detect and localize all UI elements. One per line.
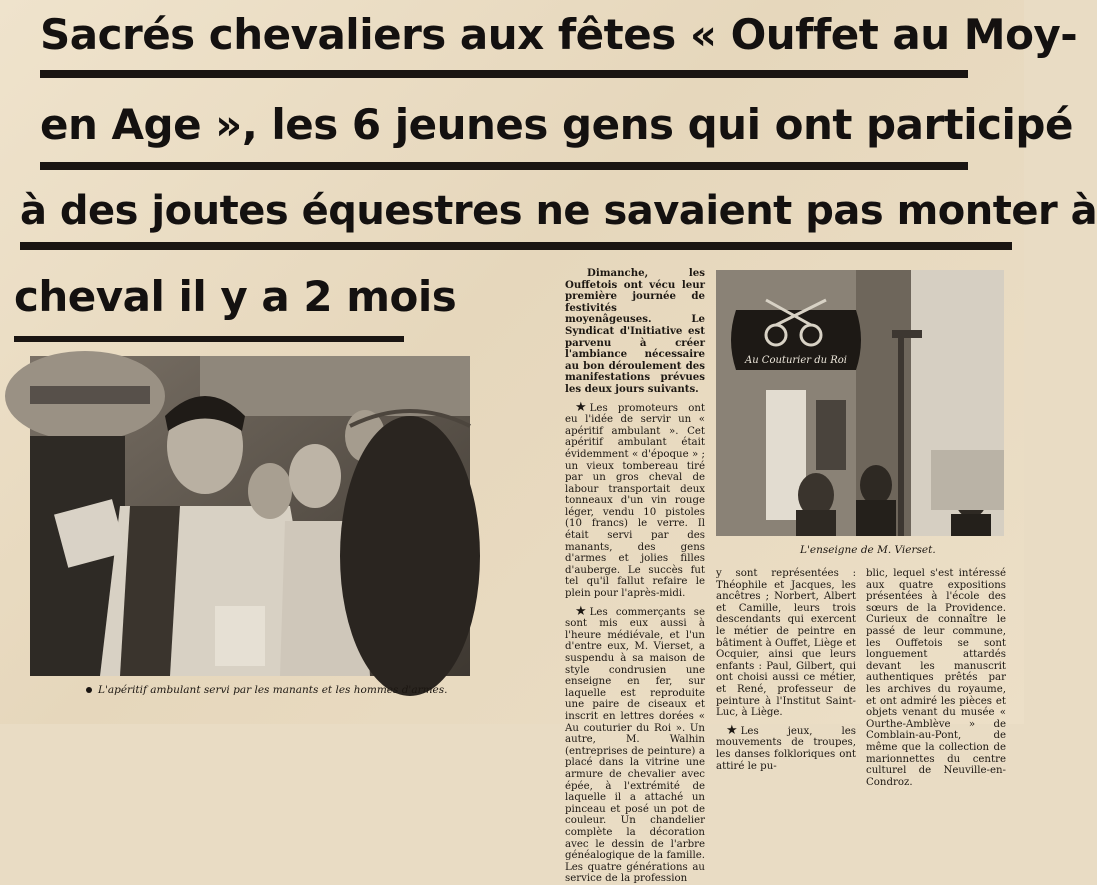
headline-rule-3 [20,242,1012,250]
photo-aperitif-caption [86,684,448,696]
photo-aperitif-image [30,356,470,676]
headline-line-3: à des joutes équestres ne savaient pas monter à [20,188,1097,234]
article-paragraph: y sont représentées : Théophile et Jacques, les ancêtres ; Norbert, Albert et Camille, leurs trois descendants qui exercent le métier de peintre en bâtiment à Ouffet, Liège et Ocquier, ainsi que leurs enfants : Paul, Gilbert, qui ont choisi aussi ce métier, et René, professeur de peinture à l'Institut Saint-Luc, à Liège. [716,568,856,719]
photo-enseigne-caption: L'enseigne de M. Vierset. [800,544,936,556]
article-paragraph [565,399,705,600]
article-paragraph: blic, lequel s'est intéressé aux quatre expositions présentées à l'école des sœurs de la Providence. Curieux de connaître le passé de leur commune, les Ouffetois se sont longuement attardés devant les manuscrit authentiques prêtés par les archives du royaume, et ont admiré les pièces et objets venant du musée « Ourthe-Amblève » de Comblain-au-Pont, de même que la collection de marionnettes du centre culturel de Neuville-en-Condroz. [866,568,1006,788]
paragraph-text: Les promoteurs ont eu l'idée de servir un « apéritif ambulant ». Cet apéritif ambulant était évidemment « d'époque » ; un vieux tombereau tiré par un gros cheval de labour transportait deux tonneaux d'un vin rouge léger, vendu 10 pistoles (10 francs) le verre. Il était servi par des manants, des gens d'armes et jolies filles d'auberge. Le succès fut tel qu'il fallut refaire le plein pour l'après-midi. [565,402,705,600]
headline-line-2: en Age », les 6 jeunes gens qui ont participé [40,100,1073,149]
star-icon: ★ [575,603,587,619]
photo-aperitif-caption-text: L'apéritif ambulant servi par les manants et les hommes d'armes. [98,684,448,696]
star-icon: ★ [575,399,587,415]
article-lead-paragraph: Dimanche, les Ouffetois ont vécu leur première journée de festivités moyenâgeuses. Le Syndicat d'Initiative est parvenu à créer l'ambiance nécessaire au bon déroulement des manifestations prévues les deux jours suivants. [565,267,705,395]
headline-rule-2 [40,162,968,170]
article-paragraph [565,603,705,885]
article-column-3 [866,568,1006,788]
star-icon: ★ [726,722,738,738]
headline-line-1: Sacrés chevaliers aux fêtes « Ouffet au Moy- [40,10,1078,59]
article-column-2 [716,568,856,772]
caption-bullet-icon [86,687,92,693]
shop-sign-text: Au Couturier du Roi [744,355,848,366]
headline-rule-1 [40,70,968,78]
article-column-1 [565,267,705,885]
photo-aperitif [30,356,470,676]
headline-rule-4 [14,336,404,342]
paragraph-text: Les commerçants se sont mis eux aussi à l'heure médiévale, et l'un d'entre eux, M. Vierset, a suspendu à sa maison de style condrusien une enseigne en fer, sur laquelle est reproduite une paire de ciseaux et inscrit en lettres dorées « Au couturier du Roi ». Un autre, M. Walhin (entreprises de peinture) a placé dans la vitrine une armure de chevalier avec épée, à l'extrémité de laquelle il a attaché un pinceau et posé un pot de couleur. Un chandelier complète la décoration avec le dessin de l'arbre généalogique de la famille. Les quatre générations au service de la profession [565,606,705,885]
article-paragraph [716,722,856,772]
photo-enseigne-image [716,270,1004,536]
paragraph-text: Les jeux, les mouvements de troupes, les danses folkloriques ont attiré le pu- [716,725,856,772]
headline-line-4: cheval il y a 2 mois [14,272,457,321]
photo-enseigne [716,270,1004,536]
